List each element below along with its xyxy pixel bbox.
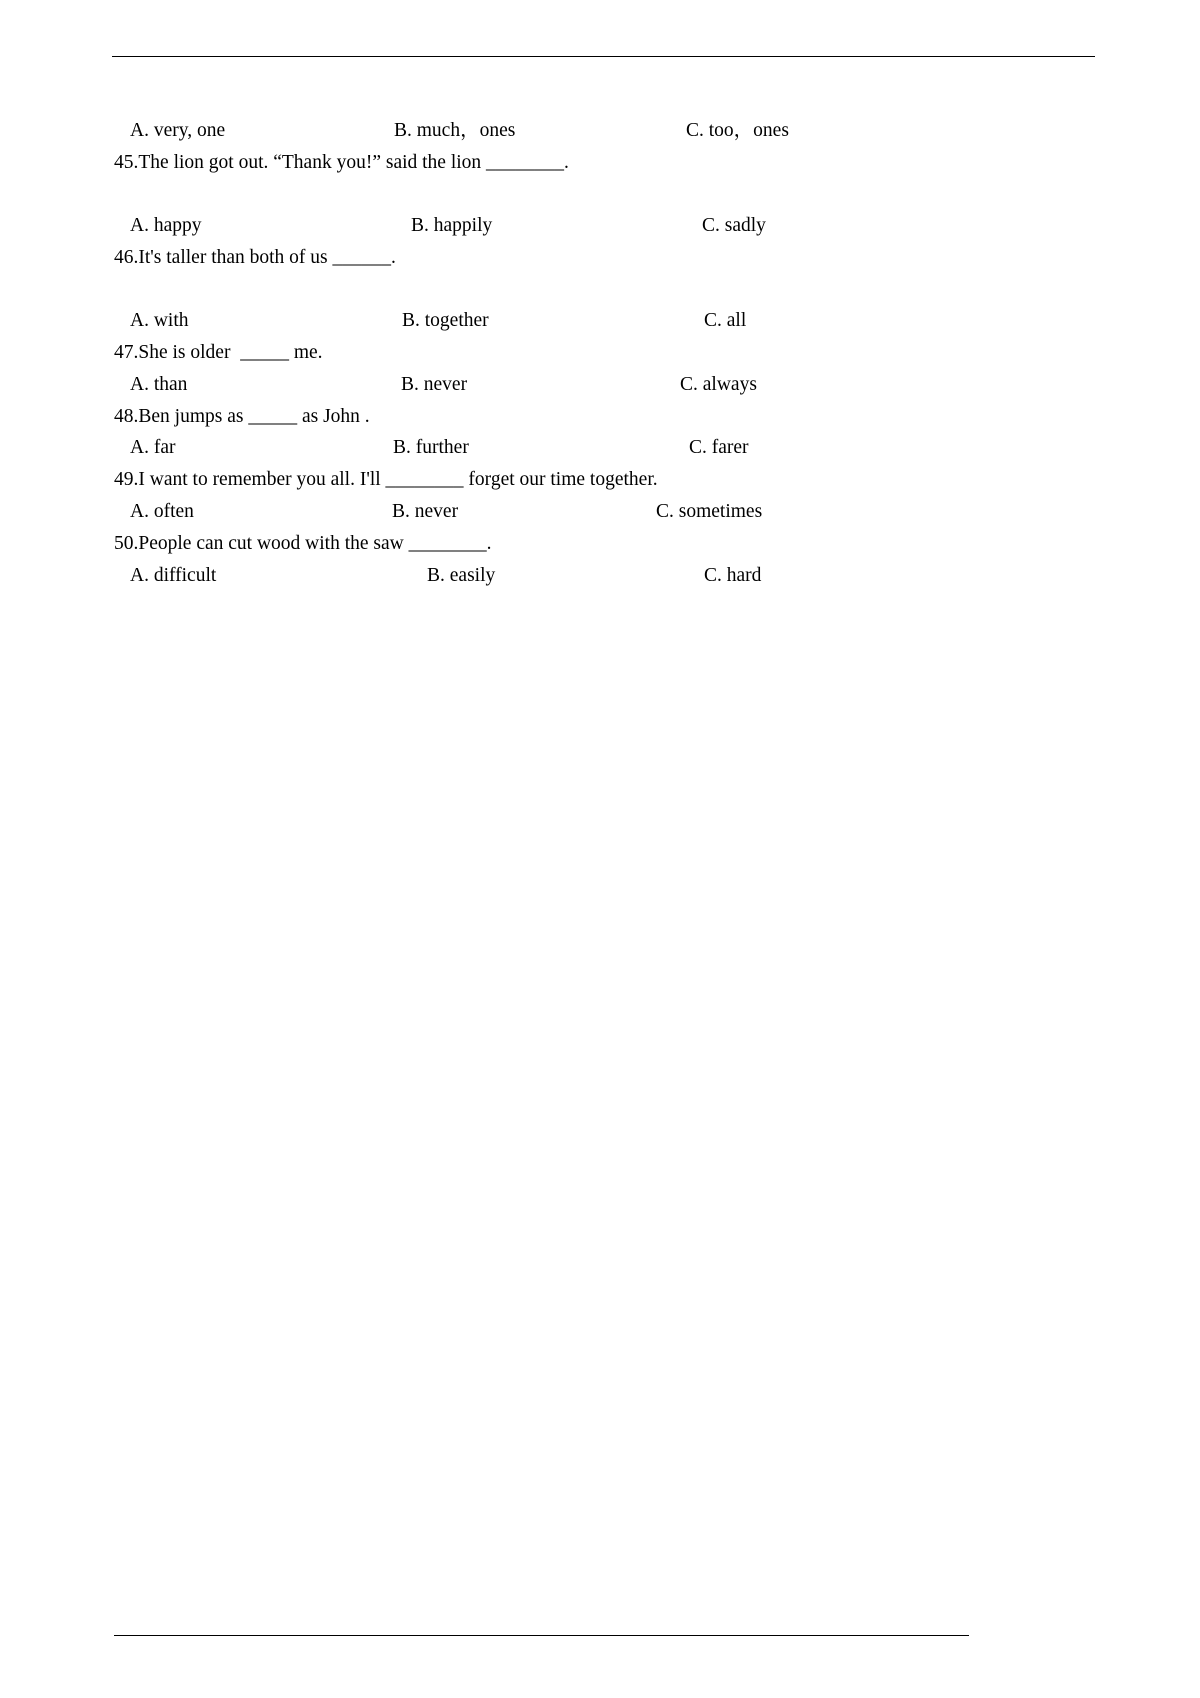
question-stem: 49.I want to remember you all. I'll ________ forget our time together.	[114, 469, 658, 490]
option-b: B. further	[393, 437, 469, 458]
option-a: A. far	[130, 437, 176, 458]
option-b: B. never	[392, 501, 459, 522]
option-b: B. easily	[427, 565, 496, 586]
question-stem: 47.She is older _____ me.	[114, 342, 323, 363]
question-stem: 48.Ben jumps as _____ as John .	[114, 406, 370, 427]
option-c: C. hard	[704, 565, 762, 586]
option-c: C. always	[680, 374, 757, 395]
option-c: C. sadly	[702, 215, 766, 236]
option-a: A. than	[130, 374, 188, 395]
option-c: C. farer	[689, 437, 749, 458]
option-a: A. difficult	[130, 565, 217, 586]
option-b: B. much，ones	[394, 120, 516, 141]
option-b: B. never	[401, 374, 468, 395]
option-a: A. very, one	[130, 120, 226, 141]
option-a: A. often	[130, 501, 194, 522]
footer-rule	[114, 1635, 969, 1636]
option-a: A. happy	[130, 215, 202, 236]
question-stem: 45.The lion got out. “Thank you!” said the lion ________.	[114, 152, 569, 173]
option-a: A. with	[130, 310, 189, 331]
option-c: C. sometimes	[656, 501, 763, 522]
option-b: B. together	[402, 310, 489, 331]
option-c: C. too，ones	[686, 120, 789, 141]
header-rule	[112, 56, 1095, 57]
option-b: B. happily	[411, 215, 493, 236]
question-stem: 50.People can cut wood with the saw ________.	[114, 533, 492, 554]
option-c: C. all	[704, 310, 747, 331]
question-stem: 46.It's taller than both of us ______.	[114, 247, 396, 268]
